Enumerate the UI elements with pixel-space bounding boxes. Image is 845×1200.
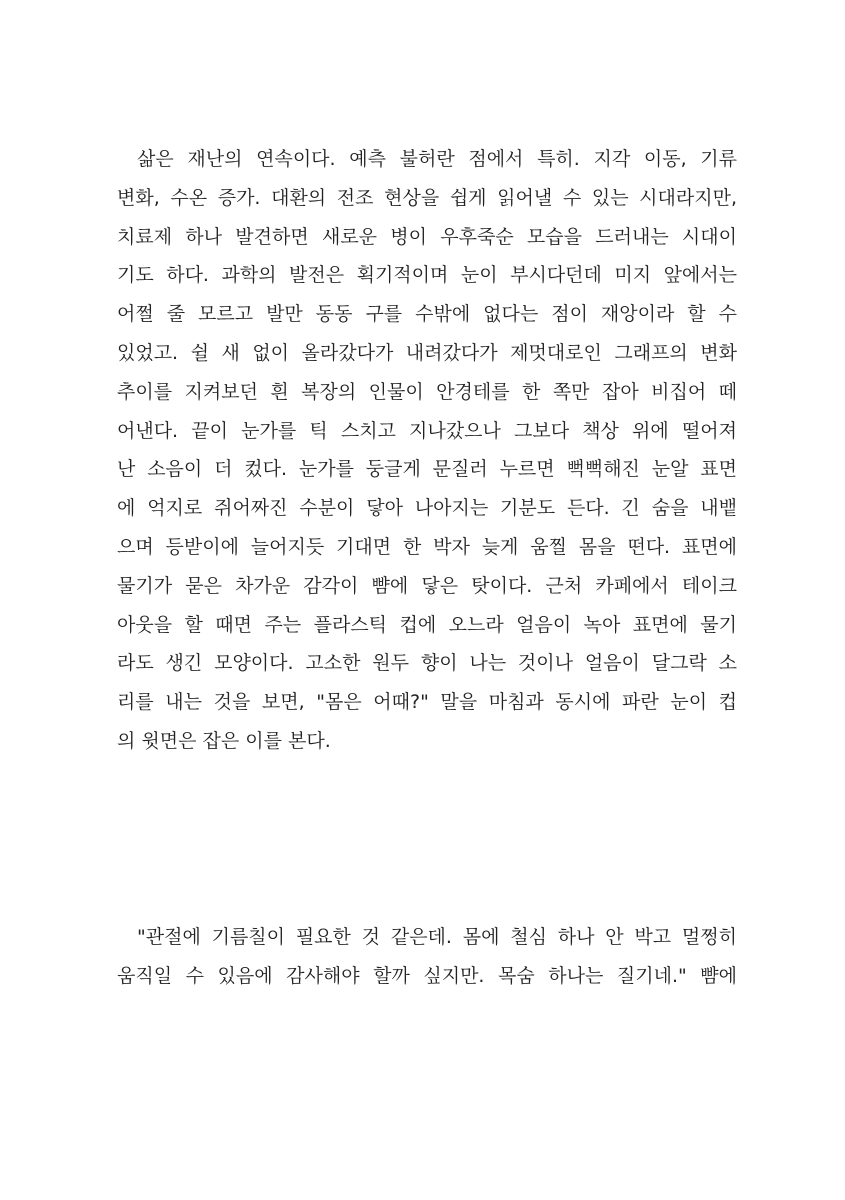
text-line: 아웃을 할 때면 주는 플라스틱 컵에 오느라 얼음이 녹아 표면에 물기 (117, 613, 737, 636)
text-line: 리를 내는 것을 보면, "몸은 어때?" 말을 마침과 동시에 파란 눈이 컵 (117, 691, 737, 714)
text-line: 어쩔 줄 모르고 발만 동동 구를 수밖에 없다는 점이 재앙이라 할 수 (117, 303, 737, 326)
text-line: 난 소음이 더 컸다. 눈가를 둥글게 문질러 누르면 뻑뻑해진 눈알 표면 (117, 458, 737, 481)
text-line: 에 억지로 쥐어짜진 수분이 닿아 나아지는 기분도 든다. 긴 숨을 내뱉 (117, 497, 737, 520)
text-line: 있었고. 쉴 새 없이 올라갔다가 내려갔다가 제멋대로인 그래프의 변화 (117, 341, 737, 364)
paragraph-1 (117, 140, 737, 761)
text-line: 물기가 묻은 차가운 감각이 뺨에 닿은 탓이다. 근처 카페에서 테이크 (117, 574, 737, 597)
text-line: 라도 생긴 모양이다. 고소한 원두 향이 나는 것이나 얼음이 달그락 소 (117, 652, 737, 675)
text-line: 의 윗면은 잡은 이를 본다. (117, 729, 331, 752)
text-line: 삶은 재난의 연속이다. 예측 불허란 점에서 특히. 지각 이동, 기류 (137, 148, 737, 170)
text-line: 기도 하다. 과학의 발전은 획기적이며 눈이 부시다던데 미지 앞에서는 (117, 264, 737, 287)
text-line: 으며 등받이에 늘어지듯 기대면 한 박자 늦게 움찔 몸을 떤다. 표면에 (117, 535, 737, 558)
text-line: 치료제 하나 발견하면 새로운 병이 우후죽순 모습을 드러내는 시대이 (117, 225, 737, 248)
text-line: "관절에 기름칠이 필요한 것 같은데. 몸에 철심 하나 안 박고 멀쩡히 (137, 926, 737, 948)
text-line: 어낸다. 끝이 눈가를 틱 스치고 지나갔으나 그보다 책상 위에 떨어져 (117, 419, 737, 442)
paragraph-2 (117, 918, 737, 996)
text-line: 변화, 수온 증가. 대환의 전조 현상을 쉽게 읽어낼 수 있는 시대라지만, (117, 186, 737, 209)
text-line: 움직일 수 있음에 감사해야 할까 싶지만. 목숨 하나는 질기네." 뺨에 (117, 964, 737, 987)
text-line: 추이를 지켜보던 흰 복장의 인물이 안경테를 한 쪽만 잡아 비집어 떼 (117, 380, 737, 403)
